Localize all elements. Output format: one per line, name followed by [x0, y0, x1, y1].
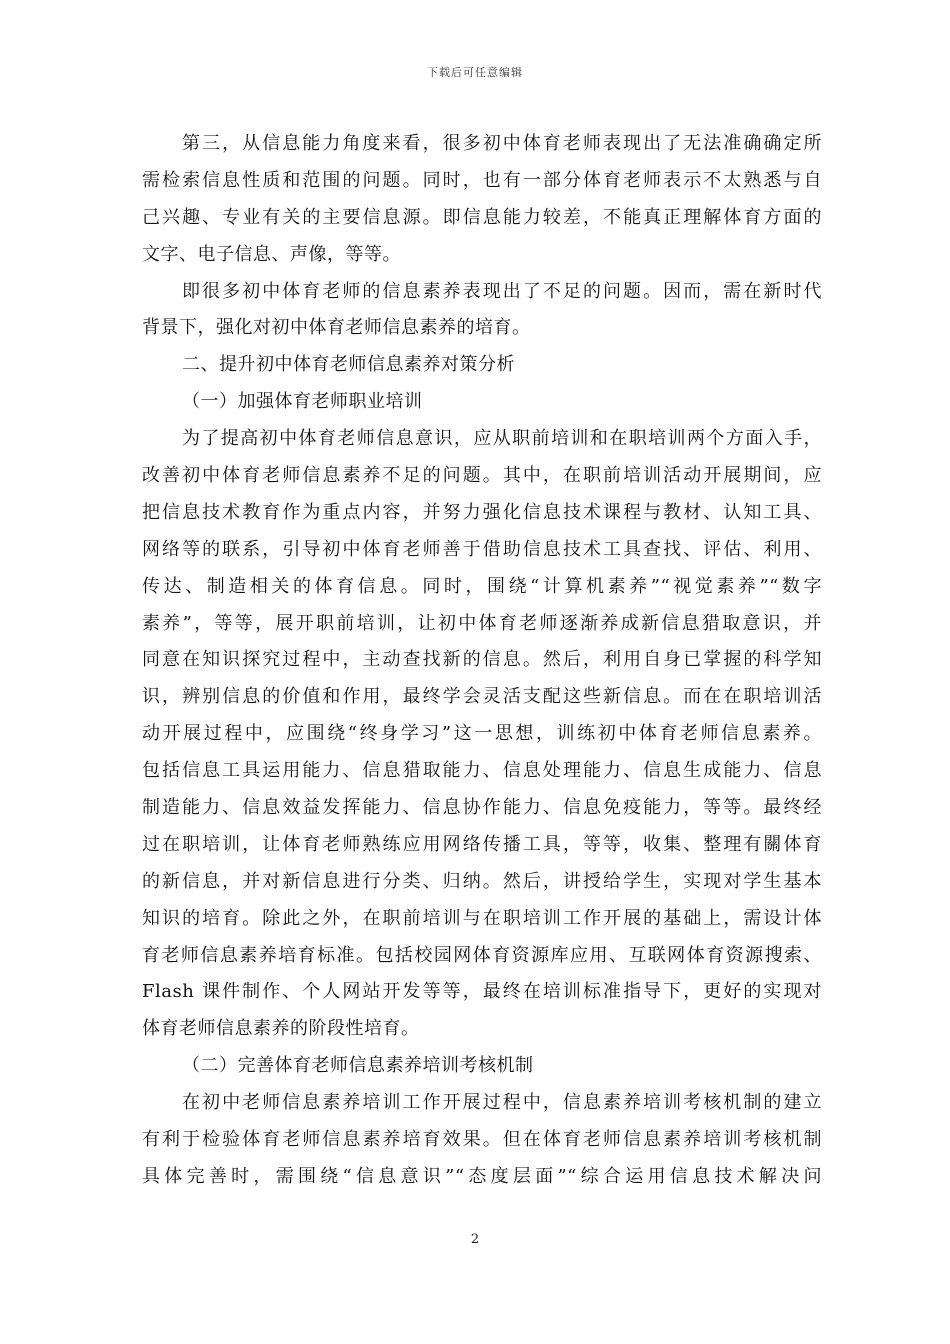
paragraph: [142, 421, 822, 1048]
text-line: 即很多初中体育老师的信息素养表现出了不足的问题。因而，需在新时代: [182, 280, 822, 302]
text-line: 有利于检验体育老师信息素养培育效果。但在体育老师信息素养培训考核机制: [142, 1129, 822, 1151]
text-line: 传达、制造相关的体育信息。同时，围绕“计算机素养”“视觉素养”“数字: [142, 575, 822, 597]
text-line: Flash 课件制作、个人网站开发等等，最终在培训标准指导下，更好的实现对: [142, 981, 822, 1003]
text-line: 己兴趣、专业有关的主要信息源。即信息能力较差，不能真正理解体育方面的: [142, 206, 822, 228]
text-line: 第三，从信息能力角度来看，很多初中体育老师表现出了无法准确确定所: [182, 133, 822, 154]
text-line: 背景下，强化对初中体育老师信息素养的培育。: [142, 317, 531, 339]
text-line: 文字、电子信息、声像，等等。: [142, 243, 401, 265]
text-line: 动开展过程中，应围绕“终身学习”这一思想，训练初中体育老师信息素养。: [142, 723, 822, 745]
paragraph: [142, 274, 822, 348]
paragraph: [142, 1085, 822, 1196]
text-line: 知识的培育。除此之外，在职前培训与在职培训工作开展的基础上，需设计体: [142, 907, 822, 929]
paragraph: [142, 126, 822, 274]
text-line: 育老师信息素养培育标准。包括校园网体育资源库应用、互联网体育资源搜索、: [142, 944, 822, 966]
text-line: 识，辨别信息的价值和作用，最终学会灵活支配这些新信息。而在在职培训活: [142, 686, 822, 708]
text-line: 同意在知识探究过程中，主动查找新的信息。然后，利用自身已掌握的科学知: [142, 649, 822, 671]
page-header: 下载后可任意编辑: [427, 66, 523, 79]
text-line: 过在职培训，让体育老师熟练应用网络传播工具，等等，收集、整理有關体育: [142, 833, 822, 855]
text-line: 改善初中体育老师信息素养不足的问题。其中，在职前培训活动开展期间，应: [142, 465, 822, 487]
subsection-heading: （一）加强体育老师职业培训: [182, 391, 423, 413]
text-line: 为了提高初中体育老师信息意识，应从职前培训和在职培训两个方面入手，: [182, 428, 822, 450]
text-line: 制造能力、信息效益发挥能力、信息协作能力、信息免疫能力，等等。最终经: [142, 797, 822, 819]
text-line: 素养”，等等，展开职前培训，让初中体育老师逐渐养成新信息猎取意识，并: [142, 612, 822, 634]
text-line: 的新信息，并对新信息进行分类、归纳。然后，讲授给学生，实现对学生基本: [142, 870, 822, 892]
text-line: 体育老师信息素养的阶段性培育。: [142, 1018, 420, 1040]
page-number: 2: [470, 1232, 480, 1247]
text-line: 在初中老师信息素养培训工作开展过程中，信息素养培训考核机制的建立: [182, 1092, 822, 1114]
section-heading: 二、提升初中体育老师信息素养对策分析: [182, 354, 515, 376]
subsection-heading: （二）完善体育老师信息素养培训考核机制: [182, 1055, 534, 1077]
text-line: 网络等的联系，引导初中体育老师善于借助信息技术工具查找、评估、利用、: [142, 538, 822, 560]
text-line: 具体完善时，需围绕“信息意识”“态度层面”“综合运用信息技术解决问: [142, 1165, 822, 1187]
text-line: 把信息技术教育作为重点内容，并努力强化信息技术课程与教材、认知工具、: [142, 501, 822, 523]
text-line: 包括信息工具运用能力、信息猎取能力、信息处理能力、信息生成能力、信息: [142, 760, 822, 782]
document-body: [142, 126, 822, 1196]
text-line: 需检索信息性质和范围的问题。同时，也有一部分体育老师表示不太熟悉与自: [142, 169, 822, 191]
